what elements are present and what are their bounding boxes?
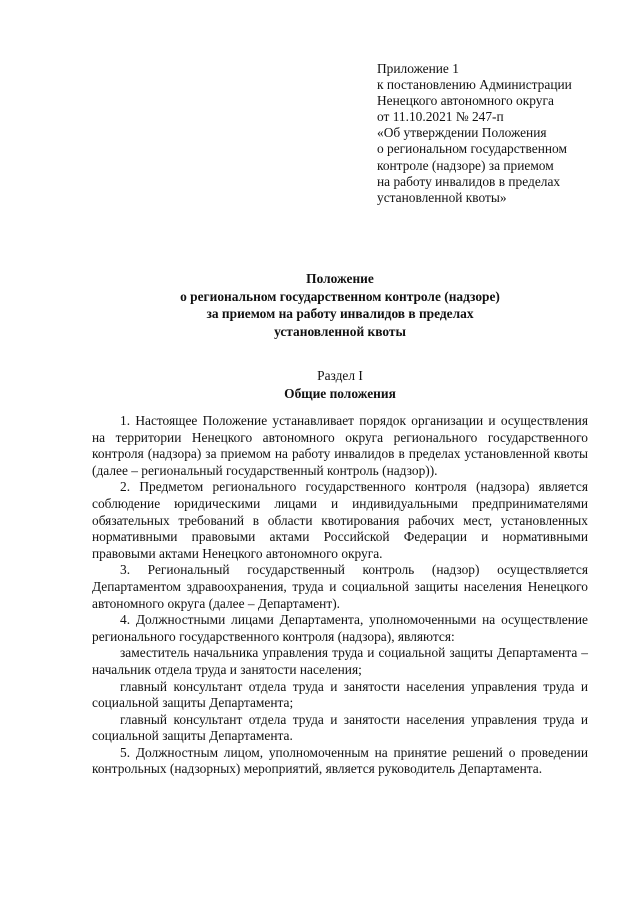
paragraph-text: Настоящее Положение устанавливает порядок организации и осуществления на территории Ненецкого автономного округа регионального государственного контроля (надзора) за приемом на работу инвалидов в пределах установленной квоты (далее – региональный государственный контроль (надзор)). [92,413,588,478]
paragraph-text: Должностными лицами Департамента, уполномоченными на осуществление регионального государственного контроля (надзора), являются: [92,612,588,644]
paragraph-number: 5. [120,744,131,760]
document-body [92,413,588,778]
paragraph [92,413,588,479]
paragraph-text: Предметом регионального государственного контроля (надзора) является соблюдение юридическими лицами и индивидуальными предпринимателями обязательных требований в области квотирования рабочих мест, установленных нормативными правовыми актами Российской Федерации и нормативными правовыми актами Ненецкого автономного округа. [92,479,588,561]
appendix-line: контроле (надзоре) за приемом [377,157,554,173]
paragraph-text: главный консультант отдела труда и занятости населения управления труда и социальной защиты Департамента. [92,711,588,744]
paragraph-number: 1. [120,413,131,428]
paragraph-text: главный консультант отдела труда и занятости населения управления труда и социальной защиты Департамента; [92,678,588,711]
appendix-line: Ненецкого автономного округа [377,93,554,109]
paragraph-text: заместитель начальника управления труда и социальной защиты Департамента – начальник отдела труда и занятости населения; [92,645,588,677]
paragraph-number: 2. [120,479,131,495]
paragraph [92,645,588,678]
section-heading: Общие положения [284,385,396,401]
title-line: о региональном государственном контроле (надзоре) [180,288,500,304]
paragraph [92,745,588,778]
paragraph-number: 4. [120,612,131,628]
appendix-header [377,61,617,206]
paragraph [92,562,588,612]
section-header [90,367,590,402]
appendix-line: Приложение 1 [377,61,459,76]
title-line: Положение [306,271,374,286]
paragraph-number: 3. [120,562,131,578]
document-title [90,270,590,340]
appendix-line: «Об утверждении Положения [377,125,547,141]
appendix-line: о региональном государственном [377,141,567,157]
paragraph-text: Должностным лицом, уполномоченным на принятие решений о проведении контрольных (надзорных) мероприятий, является руководитель Департамента. [92,744,588,777]
appendix-line: от 11.10.2021 № 247-п [377,109,504,125]
appendix-line: установленной квоты» [377,189,507,205]
paragraph [92,479,588,562]
appendix-line: к постановлению Администрации [377,77,572,93]
title-line: установленной квоты [274,323,406,339]
paragraph-text: Региональный государственный контроль (надзор) осуществляется Департаментом здравоохранения, труда и социальной защиты населения Ненецкого автономного округа (далее – Департамент). [92,562,588,611]
paragraph [92,679,588,712]
appendix-line: на работу инвалидов в пределах [377,173,561,189]
paragraph [92,612,588,645]
paragraph [92,712,588,745]
section-label: Раздел I [317,368,363,383]
title-line: за приемом на работу инвалидов в пределах [206,306,474,321]
